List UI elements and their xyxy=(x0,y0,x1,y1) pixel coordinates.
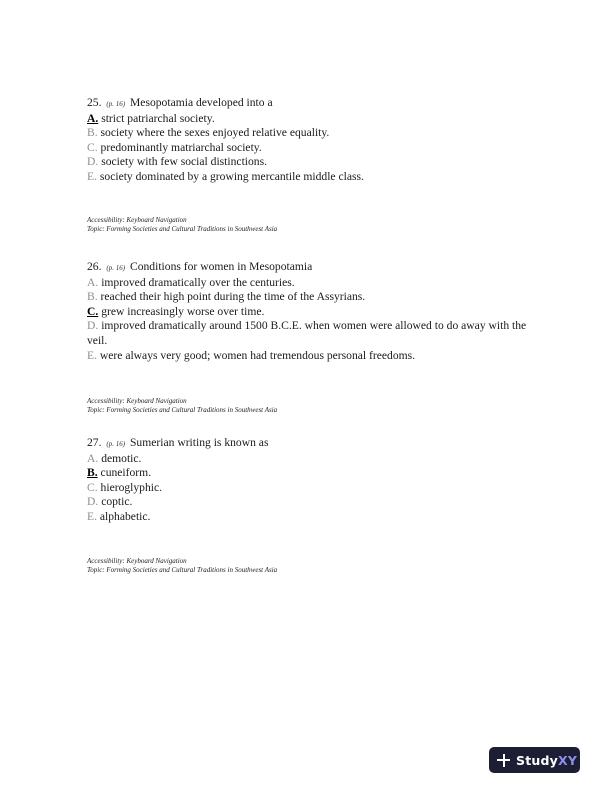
choice-text: grew increasingly worse over time. xyxy=(101,304,265,318)
question-stem xyxy=(87,260,537,276)
choice-text: predominantly matriarchal society. xyxy=(100,140,262,154)
accessibility-note: Accessibility: Keyboard Navigation xyxy=(87,216,187,224)
accessibility-note: Accessibility: Keyboard Navigation xyxy=(87,557,187,565)
choice-text: improved dramatically around 1500 B.C.E. when women were allowed to do away with the veil. xyxy=(87,319,527,347)
page-reference: (p. 16) xyxy=(106,440,126,448)
choice-b xyxy=(87,466,537,481)
choice-letter: C. xyxy=(87,480,98,494)
choice-text: demotic. xyxy=(101,451,142,465)
choice-b xyxy=(87,290,537,305)
page-reference: (p. 16) xyxy=(106,100,126,108)
question-text: Mesopotamia developed into a xyxy=(129,96,273,109)
accessibility-note: Accessibility: Keyboard Navigation xyxy=(87,397,187,405)
question-25 xyxy=(87,96,537,185)
question-26-metadata xyxy=(87,397,277,415)
choice-letter: D. xyxy=(87,495,99,509)
choice-text: alphabetic. xyxy=(99,509,151,523)
topic-note: Topic: Forming Societies and Cultural Traditions in Southwest Asia xyxy=(87,406,278,414)
badge-logo-text xyxy=(516,753,577,768)
choice-letter: C. xyxy=(87,304,99,318)
choice-a xyxy=(87,276,537,291)
choice-c xyxy=(87,141,537,156)
choice-letter: B. xyxy=(87,290,98,304)
page-reference: (p. 16) xyxy=(106,264,126,272)
choice-d xyxy=(87,155,537,170)
question-text: Sumerian writing is known as xyxy=(129,436,269,449)
choice-e xyxy=(87,349,537,364)
question-stem xyxy=(87,436,537,452)
choice-text: society with few social distinctions. xyxy=(101,155,268,169)
choice-c xyxy=(87,305,537,320)
plus-icon xyxy=(497,754,510,767)
choice-e xyxy=(87,510,537,525)
choice-letter: B. xyxy=(87,126,98,140)
choice-b xyxy=(87,126,537,141)
question-27-metadata xyxy=(87,557,277,575)
choice-text: society where the sexes enjoyed relative equality. xyxy=(100,126,330,140)
question-26 xyxy=(87,260,537,363)
choice-text: cuneiform. xyxy=(100,466,152,480)
badge-word-study: Study xyxy=(516,752,558,768)
choice-text: strict patriarchal society. xyxy=(101,111,215,125)
question-stem xyxy=(87,96,537,112)
choice-letter: A. xyxy=(87,275,99,289)
choice-text: improved dramatically over the centuries. xyxy=(101,275,295,289)
choice-text: coptic. xyxy=(101,495,133,509)
choice-c xyxy=(87,481,537,496)
topic-note: Topic: Forming Societies and Cultural Traditions in Southwest Asia xyxy=(87,566,278,574)
topic-note: Topic: Forming Societies and Cultural Traditions in Southwest Asia xyxy=(87,225,278,233)
choice-d xyxy=(87,495,537,510)
choice-text: hieroglyphic. xyxy=(100,480,163,494)
choice-letter: E. xyxy=(87,348,97,362)
choice-a xyxy=(87,452,537,467)
choice-letter: D. xyxy=(87,155,99,169)
studyxy-badge[interactable] xyxy=(489,747,580,773)
question-25-metadata xyxy=(87,216,277,234)
choice-letter: C. xyxy=(87,140,98,154)
choice-letter: B. xyxy=(87,466,98,480)
choice-text: society dominated by a growing mercantile middle class. xyxy=(99,169,364,183)
choice-text: were always very good; women had tremendous personal freedoms. xyxy=(99,348,416,362)
choice-letter: A. xyxy=(87,111,99,125)
choice-letter: A. xyxy=(87,451,99,465)
choice-letter: E. xyxy=(87,509,97,523)
badge-word-xy: XY xyxy=(557,752,578,768)
choice-letter: D. xyxy=(87,319,99,333)
choice-e xyxy=(87,170,537,185)
choice-a xyxy=(87,112,537,127)
question-27 xyxy=(87,436,537,525)
question-text: Conditions for women in Mesopotamia xyxy=(129,260,313,273)
choice-text: reached their high point during the time of the Assyrians. xyxy=(100,290,366,304)
question-number: 27. xyxy=(87,436,102,449)
choice-d xyxy=(87,319,537,348)
choice-letter: E. xyxy=(87,169,97,183)
question-number: 25. xyxy=(87,96,102,109)
question-number: 26. xyxy=(87,260,102,273)
